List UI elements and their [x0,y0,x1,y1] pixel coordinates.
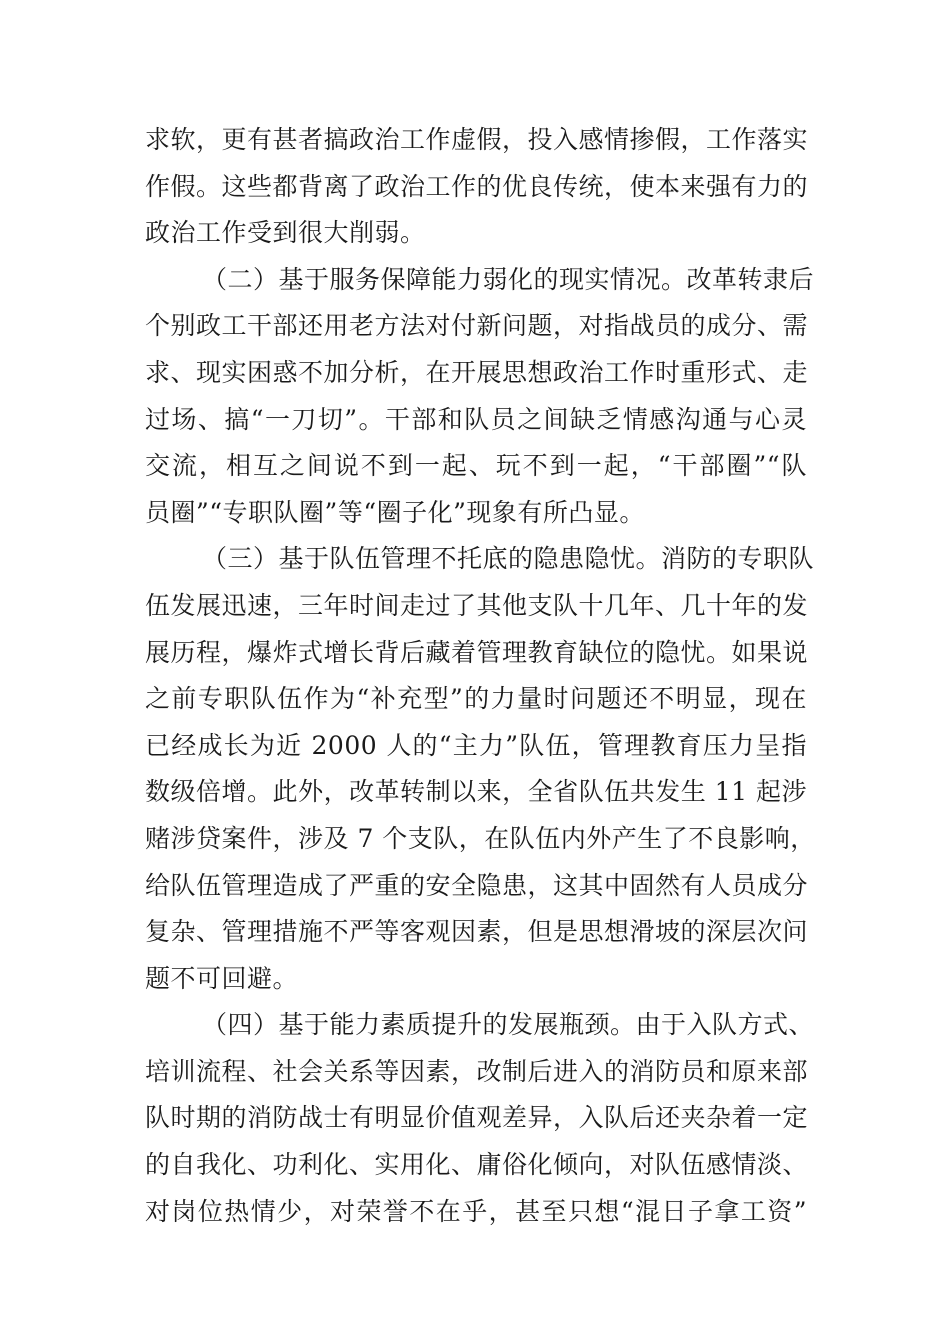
section-heading-line: （三）基于队伍管理不托底的隐患隐忧。消防的专职队 [202,544,815,574]
text-line: 政治工作受到很大削弱。 [145,218,426,248]
text-line: 给队伍管理造成了严重的安全隐患，这其中固然有人员成分 [145,870,809,900]
text-line: 复杂、管理措施不严等客观因素，但是思想滑坡的深层次问 [145,917,809,947]
text-line: 对岗位热情少，对荣誉不在乎，甚至只想“混日子拿工资” [145,1196,807,1226]
text-line: 已经成长为近 2000 人的“主力”队伍，管理教育压力呈指 [145,730,807,760]
text-line: 数级倍增。此外，改革转制以来，全省队伍共发生 11 起涉 [145,777,807,807]
text-line: 之前专职队伍作为“补充型”的力量时问题还不明显，现在 [145,684,807,714]
text-line: 个别政工干部还用老方法对付新问题，对指战员的成分、需 [145,311,809,341]
section-heading-line: （四）基于能力素质提升的发展瓶颈。由于入队方式、 [202,1010,815,1040]
section-heading-line: （二）基于服务保障能力弱化的现实情况。改革转隶后 [202,264,815,294]
body-text [145,117,816,1235]
text-line: 队时期的消防战士有明显价值观差异，入队后还夹杂着一定 [145,1103,809,1133]
text-line: 题不可回避。 [145,963,299,993]
text-line: 交流，相互之间说不到一起、玩不到一起，“干部圈”“队 [145,451,807,481]
text-line: 过场、搞“一刀切”。干部和队员之间缺乏情感沟通与心灵 [145,404,807,434]
text-line: 员圈”“专职队圈”等“圈子化”现象有所凸显。 [145,497,645,527]
text-line: 展历程，爆炸式增长背后藏着管理教育缺位的隐忧。如果说 [145,637,809,667]
text-line: 作假。这些都背离了政治工作的优良传统，使本来强有力的 [145,171,809,201]
text-line: 培训流程、社会关系等因素，改制后进入的消防员和原来部 [145,1056,809,1086]
text-line: 的自我化、功利化、实用化、庸俗化倾向，对队伍感情淡、 [145,1150,809,1180]
text-line: 伍发展迅速，三年时间走过了其他支队十几年、几十年的发 [145,590,809,620]
text-line: 赌涉贷案件，涉及 7 个支队，在队伍内外产生了不良影响， [145,823,816,853]
text-line: 求、现实困惑不加分析，在开展思想政治工作时重形式、走 [145,357,809,387]
text-line: 求软，更有甚者搞政治工作虚假，投入感情掺假，工作落实 [145,125,809,154]
